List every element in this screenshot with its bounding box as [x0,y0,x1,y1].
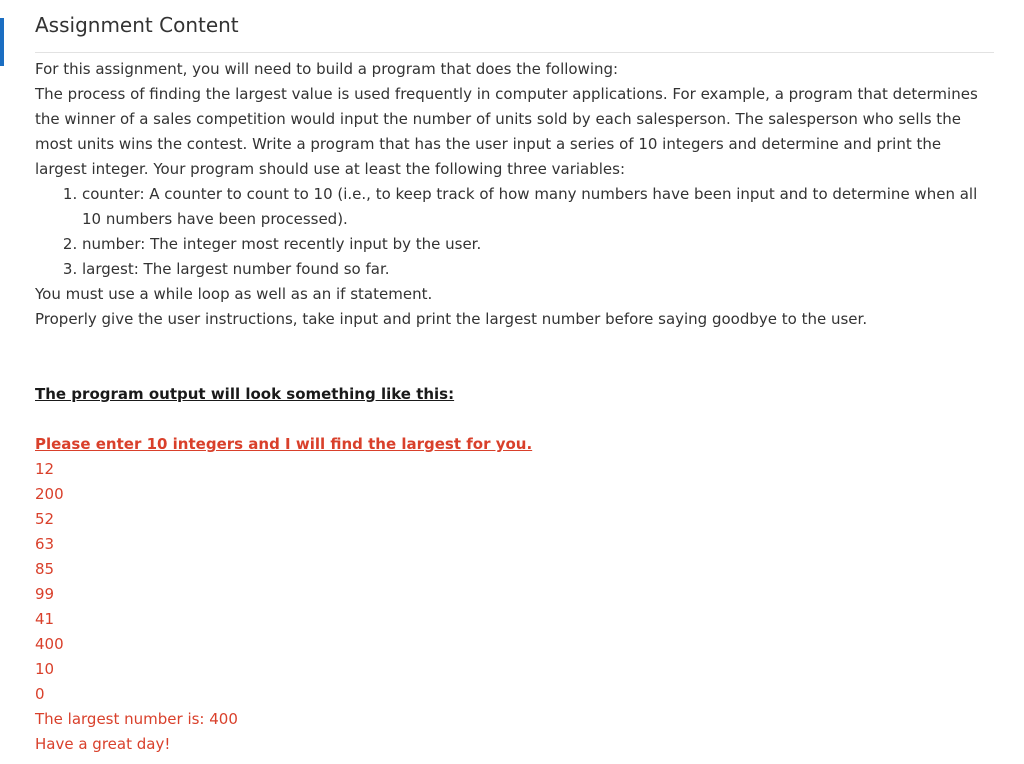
output-number: 10 [35,660,55,678]
output-number: 12 [35,460,55,478]
list-item: 3. largest: The largest number found so far. [82,257,995,282]
output-number: 41 [35,610,55,628]
variables-list [35,182,995,282]
spacer [35,407,995,432]
title-divider [35,52,994,53]
io-requirement: Properly give the user instructions, take input and print the largest number before saying goodbye to the user. [35,310,868,328]
output-number: 200 [35,485,64,503]
heading-accent-bar [0,18,4,66]
spacer [35,332,995,382]
output-number: 52 [35,510,55,528]
intro-text: For this assignment, you will need to build a program that does the following: [35,60,619,78]
output-goodbye: Have a great day! [35,735,171,753]
list-item: 1. counter: A counter to count to 10 (i.e., to keep track of how many numbers have been input and to determine when all 10 numbers have been processed). [82,182,995,232]
output-number: 0 [35,685,45,703]
output-prompt: Please enter 10 integers and I will find the largest for you. [35,435,533,453]
output-number: 99 [35,585,55,603]
output-result: The largest number is: 400 [35,710,238,728]
output-number: 400 [35,635,64,653]
sample-output-heading: The program output will look something like this: [35,385,455,403]
page-title: Assignment Content [35,13,239,37]
sample-output [35,432,995,757]
description-text: The process of finding the largest value is used frequently in computer applications. For example, a program that determines the winner of a sales competition would input the number of units sold by each salesperson. The salesperson who sells the most units wins the contest. Write a program that has the user input a series of 10 integers and determine and print the largest integer. Your program should use at least the following three variables: [35,85,978,178]
loop-requirement: You must use a while loop as well as an if statement. [35,285,433,303]
list-item: 2. number: The integer most recently input by the user. [82,232,995,257]
assignment-body [35,57,995,757]
output-number: 85 [35,560,55,578]
output-number: 63 [35,535,55,553]
